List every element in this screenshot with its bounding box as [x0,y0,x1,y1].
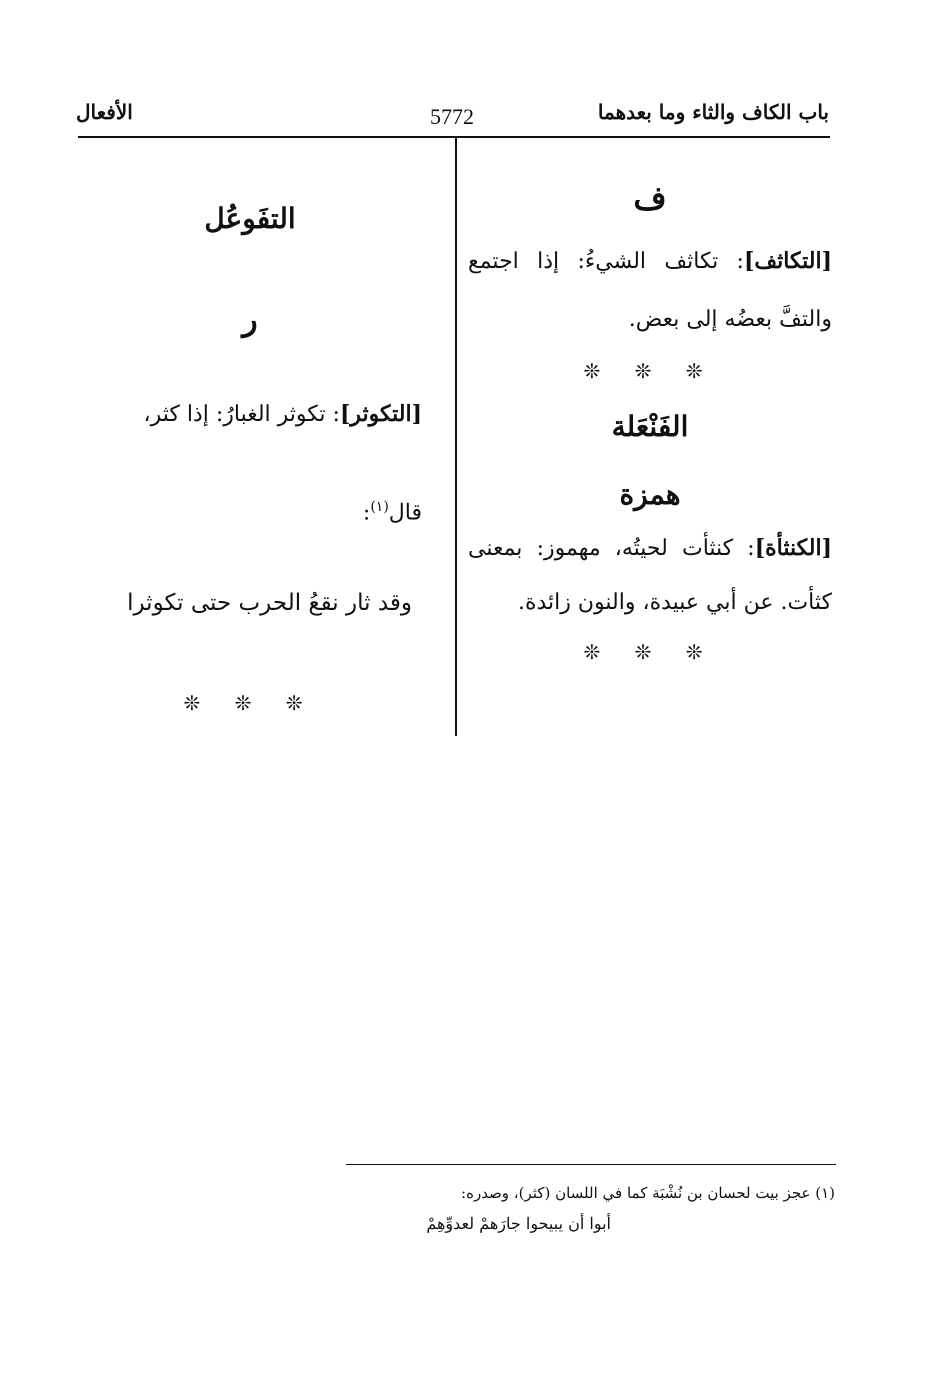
entry-definition: : تكوثر الغبارُ: إذا كثر، [143,402,340,427]
footnote-text: (١) عجز بيت لحسان بن نُشْبَة كما في اللسان (كثر)، وصدره: [461,1184,835,1202]
entry-term: [التكوثر] [339,401,422,427]
section-separator: ❊ ❊ ❊ [183,691,317,716]
entry-term: [الكنثأة] [754,535,832,561]
section-separator: ❊ ❊ ❊ [583,359,717,383]
right-column [468,170,832,672]
qala-line [78,487,422,533]
entry-takawthur [78,394,422,435]
entry-term: [التكاثف] [743,248,832,274]
section-heading-tafawul: التفَوعُل [204,202,296,235]
running-title-right: باب الكاف والثاء وما بعدهما [597,100,829,124]
qala-word: قال [388,500,422,526]
entry-definition: : تكاثف الشيءُ: إذا اجتمع والتفَّ بعضُه إلى بعض. [468,249,832,332]
entry-kanthaa [468,521,832,630]
qala-colon: : [362,500,371,526]
section-heading-fanala: الفَنْعَلة [611,410,689,443]
section-separator: ❊ ❊ ❊ [583,640,717,664]
left-column [78,194,422,723]
entry-definition: : كنثأت لحيتُه، مهموز: بمعنى كثأت. عن أبي عبيدة، والنون زائدة. [468,536,832,615]
footnote-verse: أبوا أن يبيحوا جارَهمْ لعدوِّهِمْ [426,1214,611,1233]
column-divider [455,138,457,736]
letter-heading-ra: ر [242,300,258,338]
letter-heading-fa: ف [633,179,667,217]
header-rule [78,136,830,138]
page-number: 5772 [430,104,474,129]
running-title-left: الأفعال [76,100,133,124]
entry-takathuf [468,232,832,349]
letter-heading-hamza: همزة [619,478,681,511]
verse-hemistich: وقد ثار نقعُ الحرب حتى تكوثرا [127,590,412,617]
footnote-ref: (١) [370,499,389,515]
footnote-rule [346,1164,836,1165]
